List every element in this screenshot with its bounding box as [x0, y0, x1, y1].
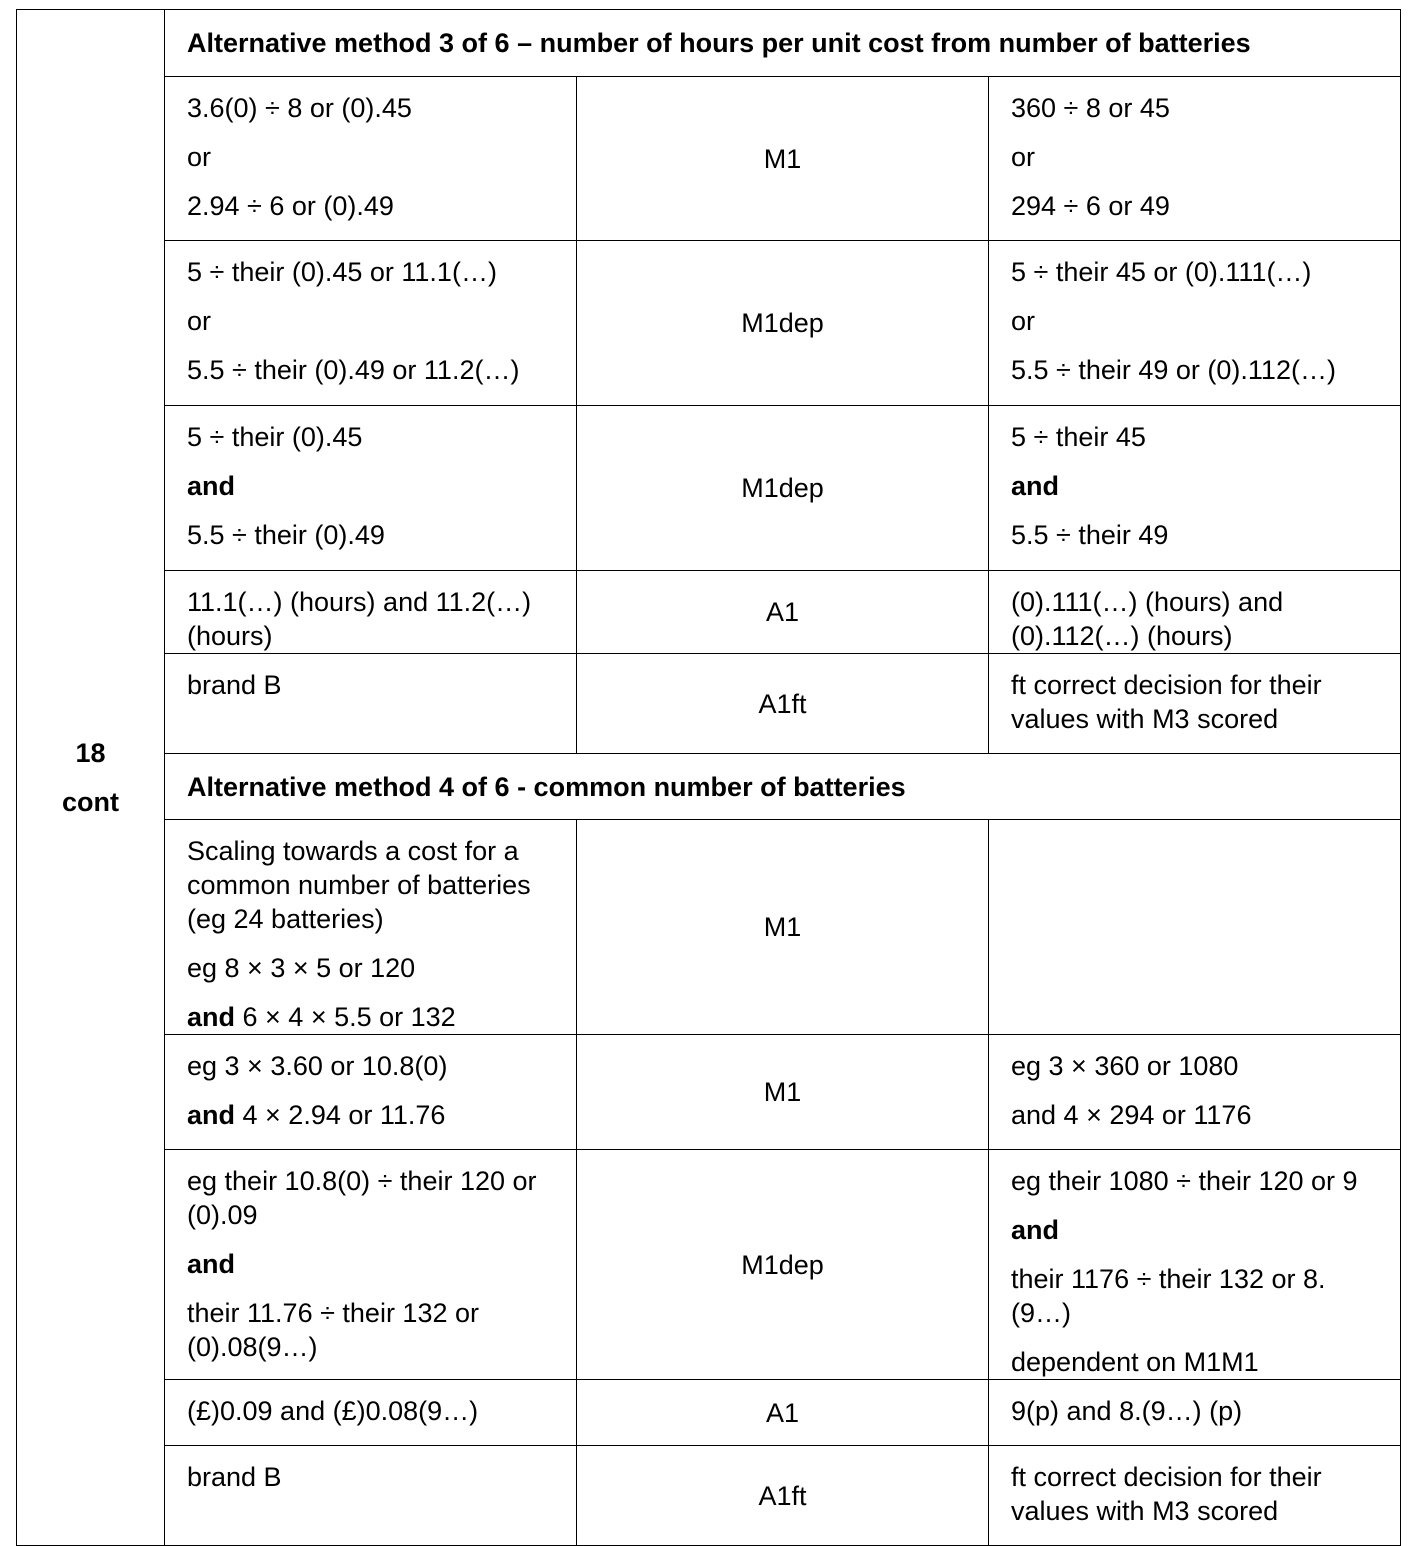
comment-line: 5 ÷ their 45 [1011, 422, 1146, 452]
answer-line: (£)0.09 and (£)0.08(9…) [187, 1396, 479, 1426]
table-row [17, 1380, 1401, 1446]
comment-line: 5 ÷ their 45 or (0).111(…) [1011, 257, 1312, 287]
comment-line: or [1011, 142, 1036, 172]
table-row [17, 654, 1401, 754]
comment-line: eg 3 × 360 or 1080 [1011, 1051, 1239, 1081]
answer-line: eg 3 × 3.60 or 10.8(0) [187, 1051, 448, 1081]
comment-line: 5.5 ÷ their 49 or (0).112(…) [1011, 355, 1336, 385]
comment-line: or [1011, 306, 1036, 336]
mark-cell: M1 [577, 1035, 989, 1150]
answer-cell [165, 406, 577, 571]
answer-line-bold: and [187, 1100, 236, 1130]
answer-cell [165, 77, 577, 241]
method3-heading-row [17, 10, 1401, 77]
method3-heading: Alternative method 3 of 6 – number of hours per unit cost from number of batteries [165, 10, 1401, 77]
question-number-cell [17, 10, 165, 1546]
answer-line: brand B [187, 670, 282, 700]
answer-line: 11.1(…) (hours) and 11.2(…) (hours) [187, 587, 532, 651]
comment-cell [989, 1380, 1401, 1446]
answer-cell [165, 820, 577, 1035]
mark-scheme-page [16, 9, 1401, 1546]
comment-cell [989, 654, 1401, 754]
mark-cell: M1dep [577, 1150, 989, 1380]
answer-line: and [187, 1249, 236, 1279]
answer-line: 5 ÷ their (0).45 or 11.1(…) [187, 257, 497, 287]
comment-line: 5.5 ÷ their 49 [1011, 520, 1169, 550]
answer-line: 6 × 4 × 5.5 or 132 [235, 1002, 456, 1032]
answer-line: 4 × 2.94 or 11.76 [235, 1100, 446, 1130]
comment-cell [989, 820, 1401, 1035]
comment-line: eg their 1080 ÷ their 120 or 9 [1011, 1166, 1358, 1196]
table-row [17, 1035, 1401, 1150]
mark-cell: A1 [577, 571, 989, 654]
answer-line: and [187, 471, 236, 501]
mark-cell: M1dep [577, 241, 989, 406]
comment-line: ft correct decision for their values with M3 scored [1011, 670, 1322, 734]
mark-scheme-table [16, 9, 1401, 1546]
table-row [17, 571, 1401, 654]
comment-line: dependent on M1M1 [1011, 1347, 1259, 1377]
mark-cell: M1 [577, 820, 989, 1035]
comment-cell [989, 1035, 1401, 1150]
question-number: 18 [75, 737, 106, 768]
answer-line: brand B [187, 1462, 282, 1492]
answer-line: 2.94 ÷ 6 or (0).49 [187, 191, 394, 221]
comment-line: and 4 × 294 or 1176 [1011, 1100, 1252, 1130]
comment-cell [989, 406, 1401, 571]
answer-cell [165, 654, 577, 754]
answer-cell [165, 241, 577, 406]
comment-line: their 1176 ÷ their 132 or 8.(9…) [1011, 1264, 1326, 1328]
question-continued-label: cont [62, 786, 119, 817]
answer-line: or [187, 142, 212, 172]
answer-cell [165, 571, 577, 654]
comment-line: ft correct decision for their values with M3 scored [1011, 1462, 1322, 1526]
answer-line: 5 ÷ their (0).45 [187, 422, 363, 452]
table-row [17, 406, 1401, 571]
answer-line-bold: and [187, 1002, 236, 1032]
comment-line: (0).111(…) (hours) and (0).112(…) (hours) [1011, 587, 1284, 651]
answer-cell [165, 1380, 577, 1446]
comment-cell [989, 77, 1401, 241]
mark-cell: M1 [577, 77, 989, 241]
mark-cell: A1 [577, 1380, 989, 1446]
mark-cell: A1ft [577, 1446, 989, 1546]
comment-line: and [1011, 471, 1060, 501]
answer-cell [165, 1150, 577, 1380]
table-row [17, 1150, 1401, 1380]
answer-line: their 11.76 ÷ their 132 or (0).08(9…) [187, 1298, 479, 1362]
answer-line: or [187, 306, 212, 336]
comment-line: and [1011, 1215, 1060, 1245]
answer-cell [165, 1035, 577, 1150]
answer-line: 5.5 ÷ their (0).49 [187, 520, 385, 550]
mark-cell: A1ft [577, 654, 989, 754]
table-row [17, 241, 1401, 406]
table-row [17, 77, 1401, 241]
method4-heading: Alternative method 4 of 6 - common number of batteries [165, 754, 1401, 820]
answer-line: 3.6(0) ÷ 8 or (0).45 [187, 93, 412, 123]
table-row [17, 1446, 1401, 1546]
comment-cell [989, 1150, 1401, 1380]
comment-cell [989, 1446, 1401, 1546]
mark-cell: M1dep [577, 406, 989, 571]
comment-line: 360 ÷ 8 or 45 [1011, 93, 1170, 123]
comment-line: 9(p) and 8.(9…) (p) [1011, 1396, 1243, 1426]
answer-line: Scaling towards a cost for a common number of batteries (eg 24 batteries) [187, 836, 531, 934]
answer-line: 5.5 ÷ their (0).49 or 11.2(…) [187, 355, 520, 385]
comment-cell [989, 241, 1401, 406]
table-row [17, 820, 1401, 1035]
comment-line: 294 ÷ 6 or 49 [1011, 191, 1170, 221]
comment-cell [989, 571, 1401, 654]
answer-line: eg their 10.8(0) ÷ their 120 or (0).09 [187, 1166, 537, 1230]
answer-cell [165, 1446, 577, 1546]
answer-line: eg 8 × 3 × 5 or 120 [187, 953, 416, 983]
method4-heading-row [17, 754, 1401, 820]
